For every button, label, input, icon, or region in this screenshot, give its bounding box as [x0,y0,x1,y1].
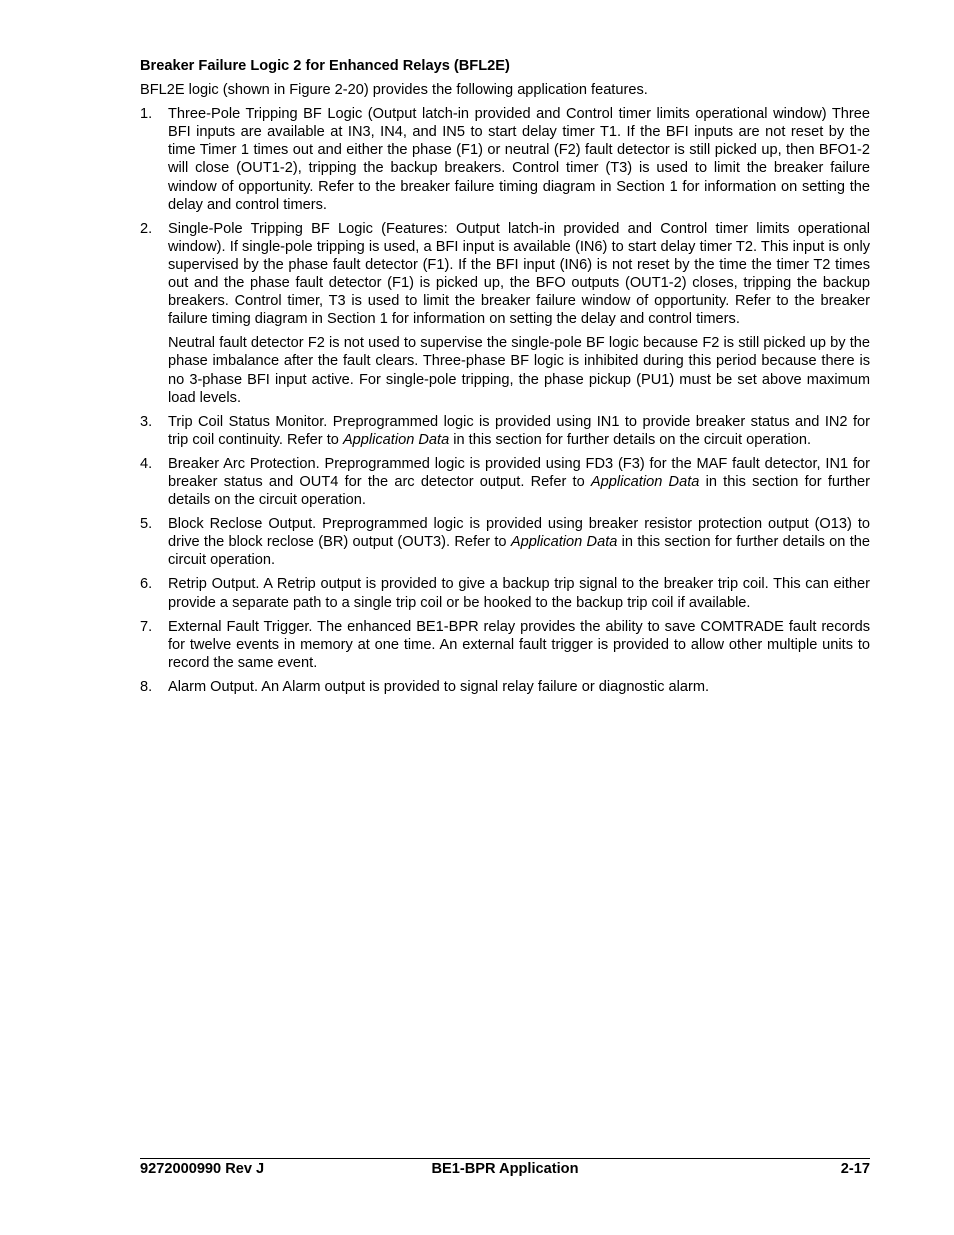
list-item [140,678,870,696]
intro-paragraph: BFL2E logic (shown in Figure 2-20) provides the following application features. [140,82,648,99]
text-segment: Neutral fault detector F2 is not used to supervise the single-pole BF logic because F2 is still picked up by the phase imbalance after the fault clears. Three-phase BF logic is inhibited during this period because there is no 3-phase BFI input active. For single-pole tripping, the phase pickup (PU1) must be set above maximum load levels. [168,335,870,406]
document-title: BE1-BPR Application [431,1161,579,1177]
list-item-number: 5. [140,516,153,533]
text-segment: in this section for further details on the circuit operation. [168,473,870,509]
list-item-number: 6. [140,576,153,593]
list-item-paragraph [168,455,870,509]
list-item [140,105,870,214]
text-segment: Trip Coil Status Monitor. Preprogrammed logic is provided using IN1 to provide breaker status and IN2 for trip coil continuity. Refer to [168,413,870,448]
section-heading: Breaker Failure Logic 2 for Enhanced Relays (BFL2E) [140,58,510,74]
list-item [140,455,870,509]
list-item [140,220,870,407]
list-item-number: 8. [140,678,153,695]
list-item-paragraph [168,678,870,696]
text-segment: in this section for further details on the circuit operation. [168,534,870,569]
text-segment: Three-Pole Tripping BF Logic (Output latch-in provided and Control timer limits operational window) Three BFI inputs are available at IN3, IN4, and IN5 to start delay timer T1. If the BFI inputs are not reset by the time Timer 1 times out and either the phase (F1) or neutral (F2) fault detector is still picked up, then BFO1-2 will close (OUT1-2), tripping the backup breakers. Control timer (T3) is used to limit the breaker failure window of opportunity. Refer to the breaker failure timing diagram in Section 1 for information on setting the delay and control timers. [168,106,870,213]
text-segment: Alarm Output. An Alarm output is provided to signal relay failure or diagnostic alarm. [168,678,710,695]
list-item-paragraph [168,575,870,611]
list-item-number: 2. [140,220,153,237]
list-item-paragraph [168,515,870,569]
list-item-number: 4. [140,455,153,472]
list-item-paragraph [168,334,870,406]
list-item [140,618,870,672]
list-item-paragraph [168,413,870,449]
list-item-number: 7. [140,618,153,635]
text-segment: External Fault Trigger. The enhanced BE1-BPR relay provides the ability to save COMTRADE fault records for twelve events in memory at one time. An external fault trigger is provided to allow other multiple units to record the same event. [168,618,870,671]
page-footer [140,1158,870,1177]
list-item-paragraph [168,105,870,214]
text-segment: Block Reclose Output. Preprogrammed logic is provided using breaker resistor protection output (O13) to drive the block reclose (BR) output (OUT3). Refer to [168,516,870,551]
document-number: 9272000990 Rev J [140,1161,265,1177]
italic-reference: Application Data [342,431,450,448]
list-item-paragraph [168,618,870,672]
feature-list [140,105,870,696]
italic-reference: Application Data [510,534,618,551]
italic-reference: Application Data [590,473,700,490]
text-segment: in this section for further details on the circuit operation. [449,431,812,448]
list-item [140,413,870,449]
list-item [140,575,870,611]
text-segment: Single-Pole Tripping BF Logic (Features: Output latch-in provided and Control timer limits operational window). If single-pole tripping is used, a BFI input is available (IN6) to start delay timer T2. This input is only supervised by the phase fault detector (F1). If the BFI input (IN6) is not reset by the time the timer T2 times out and the phase fault detector (F1) is picked up, the BFO outputs (OUT1-2) closes, tripping the backup breakers. Control timer, T3 is used to limit the breaker failure window of opportunity. Refer to the breaker failure timing diagram in Section 1 for information on setting the delay and control timers. [168,220,870,328]
document-body [140,57,870,702]
list-item [140,515,870,569]
list-item-number: 3. [140,413,153,430]
text-segment: Retrip Output. A Retrip output is provided to give a backup trip signal to the breaker trip coil. This can either provide a separate path to a single trip coil or be hooked to the backup trip coil if available. [168,576,870,611]
page-number: 2-17 [840,1161,870,1177]
list-item-paragraph [168,220,870,329]
text-segment: Breaker Arc Protection. Preprogrammed logic is provided using FD3 (F3) for the MAF fault detector, IN1 for breaker status and OUT4 for the arc detector output. Refer to [168,455,870,490]
list-item-number: 1. [140,106,153,123]
